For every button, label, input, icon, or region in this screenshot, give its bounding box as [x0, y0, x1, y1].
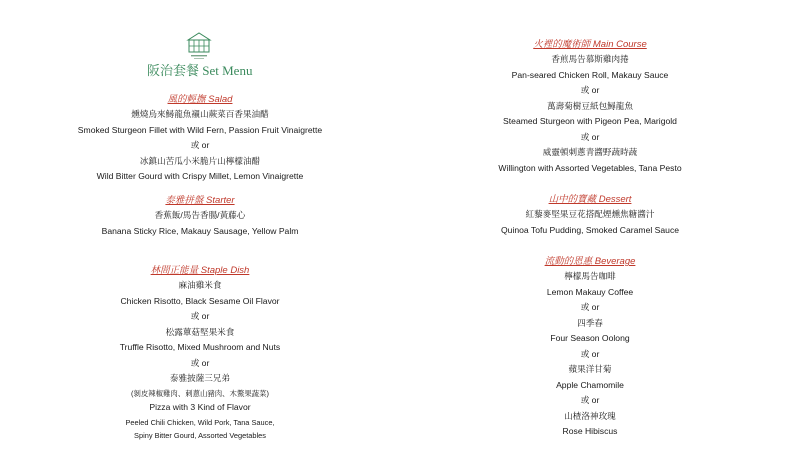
salad-section	[55, 93, 345, 185]
menu-line: Pizza with 3 Kind of Flavor	[149, 402, 251, 412]
menu-line: 蘋果洋甘菊	[568, 364, 612, 374]
menu-line: Four Season Oolong	[550, 333, 630, 343]
menu-line: 燻燒烏來鱘龍魚襯山蕨菜百香果油醋	[131, 109, 269, 119]
menu-line: Chicken Risotto, Black Sesame Oil Flavor	[120, 295, 280, 306]
menu-line: Spiny Bitter Gourd, Assorted Vegetables	[134, 431, 266, 440]
menu-line: Peeled Chili Chicken, Wild Pork, Tana Sauce,	[125, 417, 275, 427]
menu-line: 松露蕈菇堅果米食	[165, 326, 235, 337]
main-course-title: 火裡的魔術師 Main Course	[533, 39, 647, 50]
menu-line: Rose Hibiscus	[562, 426, 618, 436]
main-course-section	[455, 38, 725, 176]
menu-line: 香蕉飯/馬告香腸/黃藤心	[154, 210, 246, 220]
beverage-title: 流動的恩惠 Beverage	[544, 256, 636, 267]
menu-line: 或 or	[580, 395, 600, 405]
menu-line: Lemon Makauy Coffee	[546, 286, 634, 297]
menu-line: 麻油雞米食	[178, 280, 222, 290]
staple-title: 林間正能量 Staple Dish	[150, 265, 250, 276]
menu-line: 或 or	[580, 131, 600, 142]
menu-line: Apple Chamomile	[556, 379, 624, 390]
dessert-title: 山中的寶藏 Dessert	[548, 194, 632, 205]
menu-line: Quinoa Tofu Pudding, Smoked Caramel Sauce	[500, 224, 680, 235]
menu-line: 四季春	[577, 317, 603, 328]
menu-line: 威靈頓刺蔥青醬野蔬時蔬	[542, 147, 638, 157]
menu-title: 阪治套餐 Set Menu	[147, 63, 253, 78]
menu-line: 山楂洛神玫瑰	[564, 410, 616, 421]
restaurant-logo-icon	[186, 31, 212, 61]
menu-line: 或 or	[580, 85, 600, 95]
starter-title: 泰雅拼盤 Starter	[165, 195, 235, 206]
menu-line: Willington with Assorted Vegetables, Tana Pesto	[498, 162, 682, 173]
staple-section	[55, 264, 345, 443]
menu-line: 泰雅披薩三兄弟	[169, 373, 231, 383]
menu-line: (剝皮辣椒雞肉、刺蔥山豬肉、木鱉果蔬菜)	[131, 388, 269, 398]
menu-line: 或 or	[190, 357, 210, 368]
dessert-section	[455, 193, 725, 238]
menu-line: Smoked Sturgeon Fillet with Wild Fern, Passion Fruit Vinaigrette	[77, 124, 323, 135]
starter-section	[55, 194, 345, 239]
menu-line: 萬壽菊樹豆紙包鱘龍魚	[547, 100, 633, 111]
menu-line: Banana Sticky Rice, Makauy Sausage, Yellow Palm	[101, 225, 299, 236]
menu-line: Wild Bitter Gourd with Crispy Millet, Lemon Vinaigrette	[96, 171, 304, 181]
salad-title: 風的輕撫 Salad	[167, 94, 233, 105]
menu-line: 或 or	[580, 348, 600, 359]
beverage-section	[455, 255, 725, 440]
menu-line: 檸檬馬告咖啡	[564, 271, 616, 281]
menu-line: 或 or	[190, 140, 210, 150]
menu-line: 冰鎮山苦瓜小米脆片山檸檬油醋	[139, 155, 261, 166]
menu-line: Steamed Sturgeon with Pigeon Pea, Marigold	[503, 116, 677, 126]
menu-line: 紅藜麥堅果豆花搭配煙燻焦糖醬汁	[525, 209, 655, 219]
menu-line: 香煎馬告慕斯雞肉捲	[551, 54, 629, 64]
menu-line: Truffle Risotto, Mixed Mushroom and Nuts	[119, 342, 281, 352]
menu-line: 或 or	[580, 302, 600, 312]
menu-line: 或 or	[190, 311, 210, 321]
menu-line: Pan-seared Chicken Roll, Makauy Sauce	[511, 69, 669, 80]
